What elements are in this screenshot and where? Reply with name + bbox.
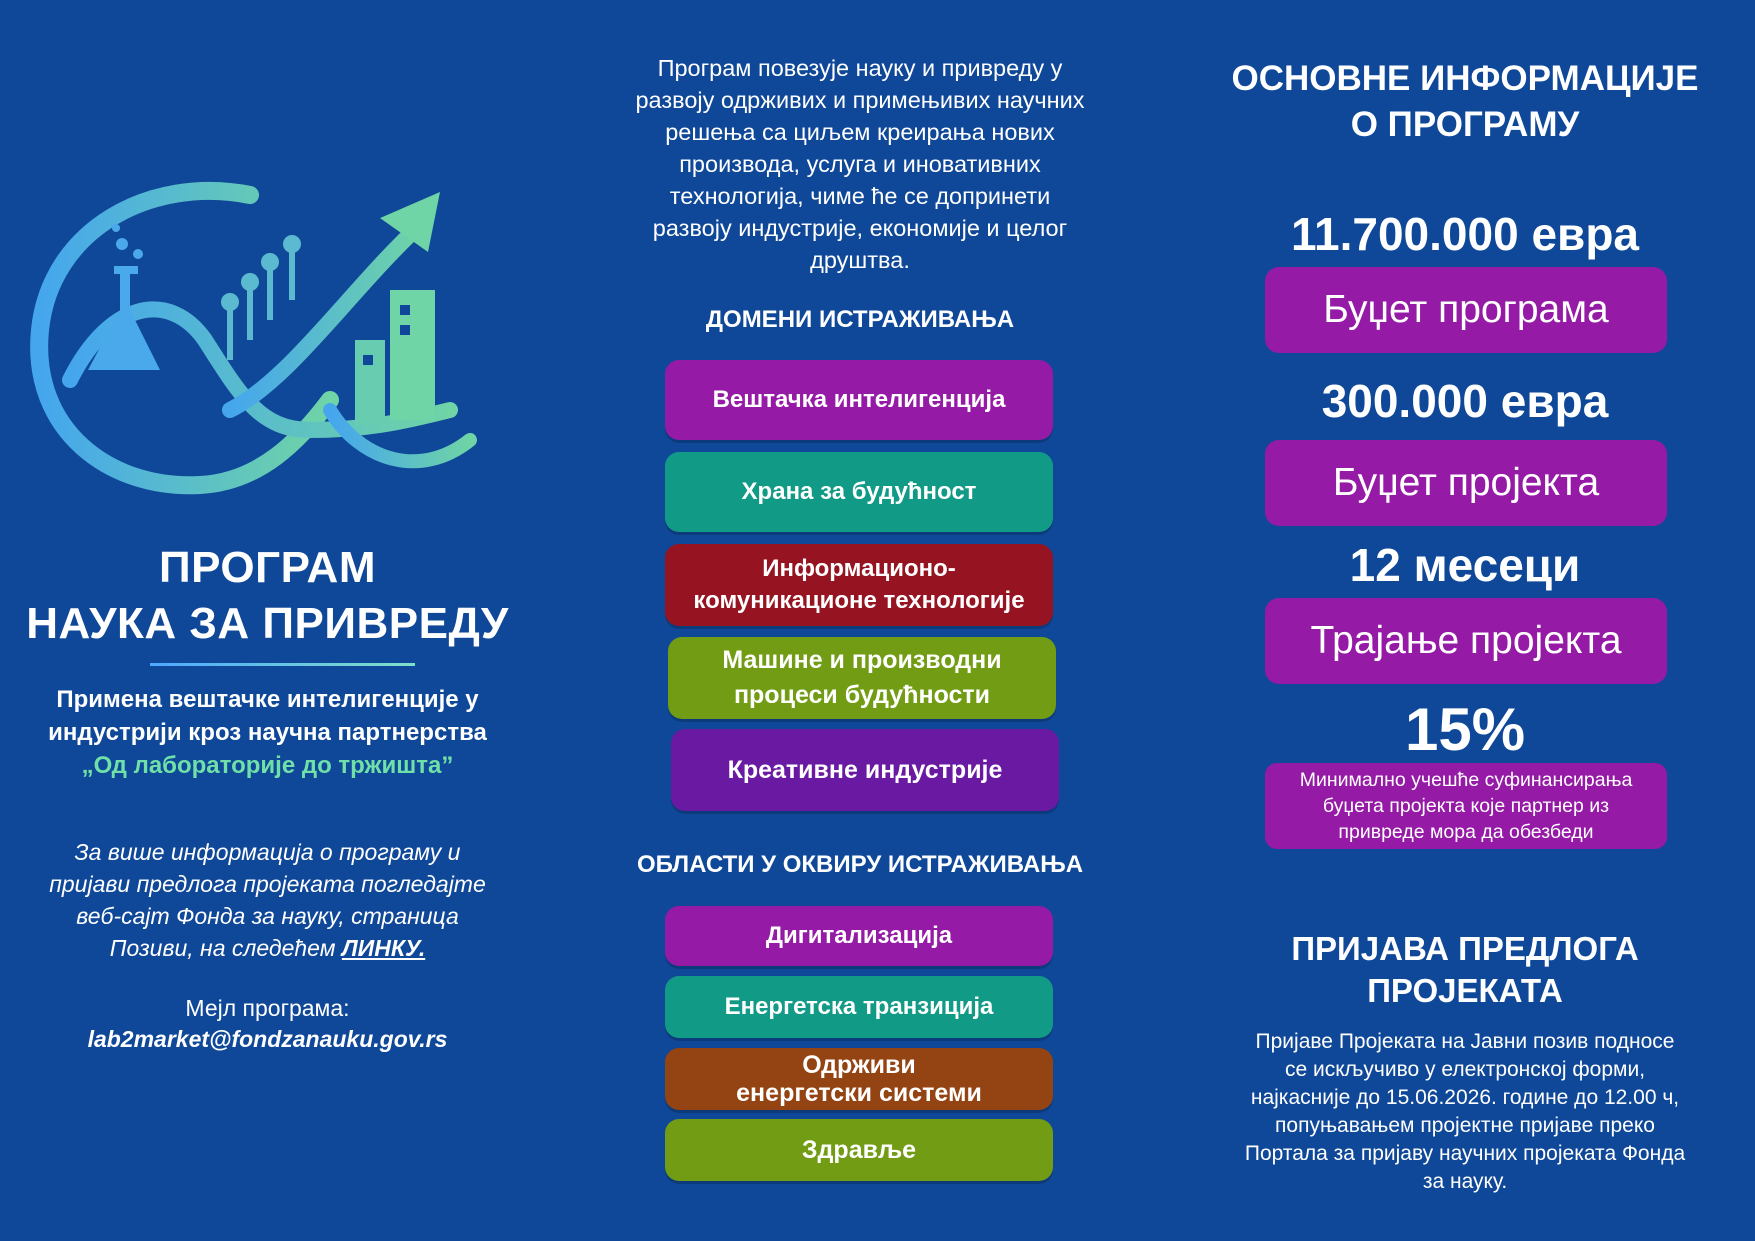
- domain-pill-creative: [671, 729, 1059, 811]
- intro-line: развоју индустрије, економије и целог: [652, 215, 1068, 241]
- domain-label: Информационо-: [762, 555, 956, 582]
- science-growth-logo-icon: [30, 180, 510, 500]
- cofinancing-note: [1265, 763, 1667, 849]
- domain-pill-food: [665, 452, 1053, 532]
- more-info-text: [10, 836, 525, 964]
- domain-label: Креативне индустрије: [727, 755, 1003, 784]
- project-budget-label: Буџет пројекта: [1265, 440, 1667, 526]
- area-label: енергетски системи: [736, 1079, 982, 1107]
- cofinancing-note-line: буџета пројекта које партнер из: [1322, 795, 1610, 817]
- cofinancing-value: 15%: [1404, 696, 1526, 763]
- program-budget-value: 11.700.000 евра: [1290, 208, 1639, 260]
- intro-line: Програм повезује науку и привреду у: [657, 55, 1063, 81]
- intro-line: развоју одрживих и примењивих научних: [635, 87, 1085, 113]
- application-line: попуњавањем пројектне пријаве преко: [1275, 1114, 1655, 1137]
- program-title-line1: ПРОГРАМ: [159, 543, 376, 592]
- application-title: [1205, 928, 1725, 1012]
- duration-label: Трајање пројекта: [1265, 598, 1667, 684]
- application-title-line1: ПРИЈАВА ПРЕДЛОГА: [1291, 930, 1639, 967]
- subtitle-line2: индустрији кроз научна партнерства: [48, 719, 487, 746]
- info-line3: веб-сајт Фонда за науку, страница: [76, 903, 459, 929]
- title-divider: [150, 663, 415, 666]
- domain-label: Вештачка интелигенција: [712, 386, 1006, 413]
- project-budget-value: 300.000 евра: [1321, 375, 1609, 427]
- program-title-line2: НАУКА ЗА ПРИВРЕДУ: [26, 599, 509, 648]
- program-intro: [590, 52, 1130, 276]
- area-pill-health: [665, 1119, 1053, 1181]
- calls-link[interactable]: ЛИНКУ.: [341, 935, 426, 961]
- duration-value: 12 месеци: [1349, 539, 1581, 591]
- intro-line: друштва.: [810, 247, 910, 273]
- domain-label: Машине и производни: [722, 646, 1002, 674]
- intro-line: решења са циљем креирања нових: [665, 119, 1055, 145]
- area-label: Одрживи: [802, 1051, 916, 1079]
- intro-line: производа, услуга и иновативних: [679, 151, 1041, 177]
- domain-pill-ict: [665, 544, 1053, 626]
- mail-address[interactable]: lab2market@fondzanauku.gov.rs: [87, 1026, 448, 1052]
- domains-heading: ДОМЕНИ ИСТРАЖИВАЊА: [705, 306, 1015, 333]
- domain-pill-machines: [668, 637, 1056, 719]
- program-title: [10, 540, 525, 652]
- subtitle-line1: Примена вештачке интелигенције у: [56, 686, 479, 713]
- basic-info-title-line1: ОСНОВНЕ ИНФОРМАЦИЈЕ: [1231, 59, 1699, 98]
- application-line: Пријаве Пројеката на Јавни позив подносе: [1255, 1030, 1675, 1053]
- domain-label: процеси будућности: [733, 681, 991, 709]
- info-line4-prefix: Позиви, на следећем: [109, 935, 342, 961]
- basic-info-title: [1205, 56, 1725, 148]
- basic-info-title-line2: О ПРОГРАМУ: [1350, 105, 1580, 144]
- application-line: најкасније до 15.06.2026. године до 12.00 ч,: [1250, 1086, 1680, 1109]
- area-pill-digitalization: [665, 906, 1053, 966]
- cofinancing-note-line: привреде мора да обезбеди: [1338, 821, 1594, 843]
- program-budget-label: Буџет програма: [1265, 267, 1667, 353]
- subtitle-quote: „Од лабораторије до тржишта”: [81, 752, 454, 779]
- application-line: се искључиво у електронској форми,: [1284, 1058, 1646, 1081]
- info-line2: пријави предлога пројеката погледајте: [49, 871, 486, 897]
- application-line: Портала за пријаву научних пројеката Фонда: [1244, 1142, 1686, 1165]
- application-title-line2: ПРОЈЕКАТА: [1367, 972, 1563, 1009]
- info-line4: [10, 932, 525, 964]
- domain-label: комуникационе технологије: [693, 587, 1025, 614]
- domain-label: Храна за будућност: [741, 478, 977, 505]
- mail-label: Мејл програма:: [185, 995, 350, 1021]
- area-label: Дигитализација: [765, 922, 953, 949]
- info-line1: За више информација о програму и: [74, 839, 461, 865]
- areas-heading: ОБЛАСТИ У ОКВИРУ ИСТРАЖИВАЊА: [636, 851, 1084, 878]
- application-line: за науку.: [1422, 1170, 1508, 1193]
- intro-line: технологија, чиме ће се допринети: [669, 183, 1051, 209]
- program-subtitle: [10, 683, 525, 782]
- application-text: [1205, 1028, 1725, 1196]
- area-pill-sustainable-energy: [665, 1048, 1053, 1110]
- domain-pill-ai: [665, 360, 1053, 440]
- area-label: Енергетска транзиција: [724, 993, 994, 1020]
- area-label: Здравље: [801, 1135, 917, 1164]
- area-pill-energy-transition: [665, 976, 1053, 1038]
- cofinancing-note-line: Минимално учешће суфинансирања: [1299, 769, 1633, 791]
